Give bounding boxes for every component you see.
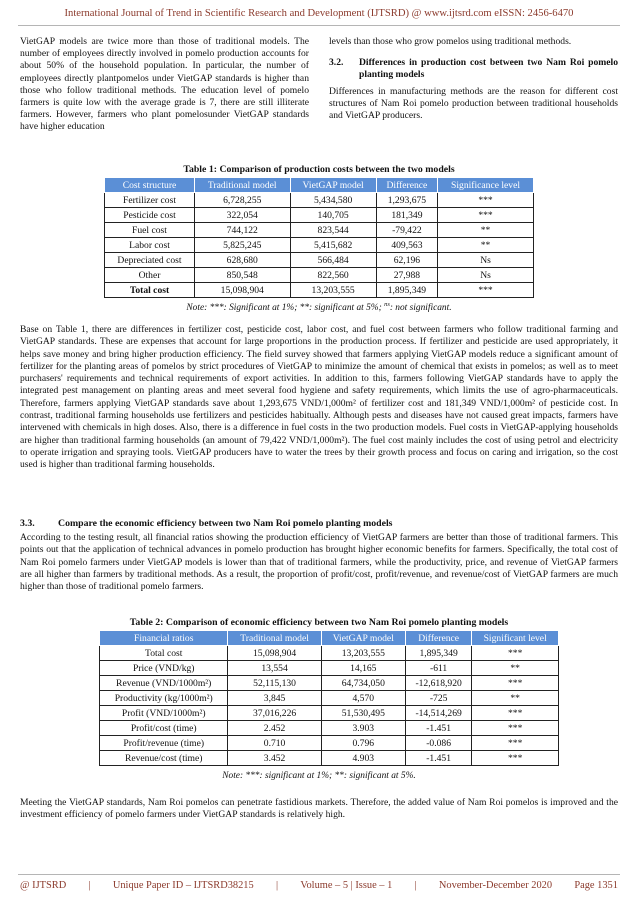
table-cell: 6,728,255 <box>195 193 291 208</box>
table-cell: 1,293,675 <box>376 193 437 208</box>
table-cell: *** <box>438 193 534 208</box>
table-cell: Other <box>105 268 195 283</box>
table-cell: 140,705 <box>290 208 376 223</box>
section-number: 3.3. <box>20 518 35 529</box>
table-row <box>105 283 534 298</box>
section-number: 3.2. <box>329 57 344 69</box>
column-header: Cost structure <box>105 178 195 193</box>
paragraph-conclusion: Meeting the VietGAP standards, Nam Roi pomelos can penetrate fastidious markets. Therefore, the added value of Nam Roi pomelos is improved and the investment efficiency of pomelo farmers under VietGAP standards is relatively high. <box>20 797 618 821</box>
table1-header-row <box>105 178 534 193</box>
table-row <box>100 736 559 751</box>
table-cell: 51,530,495 <box>321 706 405 721</box>
table-cell: 5,434,580 <box>290 193 376 208</box>
table-cell: -14,514,269 <box>405 706 471 721</box>
table-cell: Revenue (VND/1000m²) <box>100 676 228 691</box>
table-cell: 15,098,904 <box>195 283 291 298</box>
table-row <box>105 193 534 208</box>
table-cell: 13,554 <box>228 661 321 676</box>
right-paragraph-1: levels than those who grow pomelos using traditional methods. <box>329 36 572 47</box>
footer-journal: @ IJTSRD <box>20 880 67 891</box>
footer-page: Page 1351 <box>574 880 618 891</box>
running-header: International Journal of Trend in Scientific Research and Development (IJTSRD) @ www.ijtsrd.com eISSN: 2456-6470 <box>64 8 574 19</box>
table-cell: 850,548 <box>195 268 291 283</box>
table-cell: 52,115,130 <box>228 676 321 691</box>
section-title: Differences in production cost between two Nam Roi pomelo planting models <box>359 57 618 81</box>
table-cell: Profit (VND/1000m²) <box>100 706 228 721</box>
table-cell: -79,422 <box>376 223 437 238</box>
table-cell: 744,122 <box>195 223 291 238</box>
table-row <box>100 706 559 721</box>
table-cell: 181,349 <box>376 208 437 223</box>
table-cell: 1,895,349 <box>376 283 437 298</box>
table-cell: -1.451 <box>405 721 471 736</box>
footer-date: November-December 2020 <box>438 880 553 891</box>
table-row <box>105 223 534 238</box>
table-cell: *** <box>472 706 559 721</box>
table-cell: 37,016,226 <box>228 706 321 721</box>
column-header: VietGAP model <box>290 178 376 193</box>
table-cell: Profit/cost (time) <box>100 721 228 736</box>
table-cell: 0.796 <box>321 736 405 751</box>
table-cell: *** <box>472 751 559 766</box>
table1-caption: Table 1: Comparison of production costs between the two models <box>183 164 455 175</box>
table-cell: Total cost <box>105 283 195 298</box>
footer-volume: Volume – 5 | Issue – 1 <box>300 880 393 891</box>
table-cell: 3.452 <box>228 751 321 766</box>
column-header: Difference <box>376 178 437 193</box>
footer-separator: | <box>414 880 417 891</box>
table-row <box>105 253 534 268</box>
table-cell: Productivity (kg/1000m²) <box>100 691 228 706</box>
table2-note: Note: ***: significant at 1%; **: significant at 5%. <box>222 771 416 781</box>
table-cell: 64,734,050 <box>321 676 405 691</box>
left-column <box>20 36 309 134</box>
table-row <box>105 238 534 253</box>
table-row <box>100 751 559 766</box>
table-cell: 823,544 <box>290 223 376 238</box>
table-cell: *** <box>472 736 559 751</box>
footer-separator: | <box>88 880 91 891</box>
footer-paper-id: Unique Paper ID – IJTSRD38215 <box>112 880 254 891</box>
table-cell: *** <box>472 646 559 661</box>
table-cell: Ns <box>438 268 534 283</box>
section-3-2-heading <box>329 57 618 81</box>
table-cell: *** <box>472 721 559 736</box>
table-cell: -0.086 <box>405 736 471 751</box>
column-header: Traditional model <box>228 631 321 646</box>
table-cell: Depreciated cost <box>105 253 195 268</box>
table-cell: 4,570 <box>321 691 405 706</box>
table-cell: Ns <box>438 253 534 268</box>
table-cell: 322,054 <box>195 208 291 223</box>
table2-caption: Table 2: Comparison of economic efficiency between two Nam Roi pomelo planting models <box>129 617 509 628</box>
table-cell: Pesticide cost <box>105 208 195 223</box>
table-cell: 566,484 <box>290 253 376 268</box>
table-cell: Total cost <box>100 646 228 661</box>
table-row <box>105 268 534 283</box>
table-cell: ** <box>472 661 559 676</box>
table-cell: *** <box>438 283 534 298</box>
table-cell: 27,988 <box>376 268 437 283</box>
table-cell: *** <box>438 208 534 223</box>
table-cell: Labor cost <box>105 238 195 253</box>
table-cell: 409,563 <box>376 238 437 253</box>
table-cell: 3,845 <box>228 691 321 706</box>
table-cell: Price (VND/kg) <box>100 661 228 676</box>
column-header: VietGAP model <box>321 631 405 646</box>
table-cell: -12,618,920 <box>405 676 471 691</box>
running-footer <box>20 880 618 891</box>
table-cell: 822,560 <box>290 268 376 283</box>
paragraph-table1-discussion: Base on Table 1, there are differences in fertilizer cost, pesticide cost, labor cost, and fuel cost between farmers who follow traditional farming and VietGAP standards. These are expenses that account for large proportions in the production process. If fertilizer and pesticide are used appropriately, it helps save money and bring higher production efficiency. The field survey showed that farmers applying VietGAP models reduce a significant amount of fertilizer for the planting areas of pomelos by strict procedures of VietGAP to minimize the amount of chemical that exists in pomelos; as well as to meet purchasers' requirements and technical requirements of export activities. In addition to this, farmers following VietGAP standards have to apply the integrated pest management on planting areas and meet several food hygiene and safety requirements, which limits the use of agro-pharmaceuticals. Therefore, farmers applying VietGAP standards save about 1,293,675 VND/1,000m² of fertilizer cost and 181,349 VND/1,000m² of pesticide cost. In contrast, traditional farming households use fertilizers and pesticides habitually. Although pests and diseases have not caused great impacts, farmers have intervened with chemicals in high doses. Also, there is a difference in fuel costs in the two production models. Fuel costs in VietGAP-applying households are higher than traditional farming households (an amount of 79,422 VND/1,000m²). The fuel cost mainly includes the cost of using petrol and electricity to operate irrigation and spraying tools. VietGAP producers have to water the trees by their growth process and focus on caring and irrigation, so the cost used is higher than traditional farming households. <box>20 324 618 471</box>
column-header: Financial ratios <box>100 631 228 646</box>
table1 <box>104 177 534 298</box>
table2 <box>99 630 559 766</box>
table-cell: 4.903 <box>321 751 405 766</box>
table-row <box>100 676 559 691</box>
table2-header-row <box>100 631 559 646</box>
column-header: Traditional model <box>195 178 291 193</box>
table-cell: 62,196 <box>376 253 437 268</box>
section-title: Compare the economic efficiency between two Nam Roi pomelo planting models <box>58 518 393 529</box>
paragraph-efficiency: According to the testing result, all financial ratios showing the production efficiency of VietGAP farmers are better than those of traditional farmers. This points out that the application of technical advances in pomelo production has brought higher economic benefits for farmers. Specifically, the total cost of Nam Roi pomelo farmers under VietGAP models is lower than that of traditional farmers, while the productivity, price, and revenue of VietGAP farmers are all higher than farmers by traditional methods. As a result, the proportion of profit/cost, profit/revenue, and revenue/cost of VietGAP farmers are much higher than those of traditional pomelo farmers. <box>20 532 618 593</box>
footer-separator: | <box>275 880 279 891</box>
table-cell: 13,203,555 <box>290 283 376 298</box>
table-cell: Profit/revenue (time) <box>100 736 228 751</box>
left-paragraph: VietGAP models are twice more than those of traditional models. The number of employees directly involved in pomelo production accounts for about 50% of the household population. In particular, the number of employees directly plantpomelos under VietGAP standards is higher than those who follow traditional methods. The education level of pomelo farmers is quite low with the average grade is 7, there are still illiterate farmers. However, farmers who plant pomelosunder VietGAP standards have higher education <box>20 36 309 133</box>
table-cell: 1,895,349 <box>405 646 471 661</box>
table-cell: -725 <box>405 691 471 706</box>
table-cell: 628,680 <box>195 253 291 268</box>
section-3-3-heading <box>20 518 618 529</box>
table-row <box>100 661 559 676</box>
table-cell: 5,415,682 <box>290 238 376 253</box>
table-row <box>100 691 559 706</box>
table-row <box>105 208 534 223</box>
table-row <box>100 646 559 661</box>
table-cell: Revenue/cost (time) <box>100 751 228 766</box>
right-column <box>329 36 618 122</box>
table-cell: 13,203,555 <box>321 646 405 661</box>
table-cell: Fertilizer cost <box>105 193 195 208</box>
table-cell: ** <box>438 223 534 238</box>
table-cell: *** <box>472 676 559 691</box>
table1-note: Note: ***: Significant at 1%; **: significant at 5%; $^{ns}$: not significant. <box>186 300 452 313</box>
footer-rule <box>18 874 620 875</box>
table-cell: ** <box>438 238 534 253</box>
table-cell: 3.903 <box>321 721 405 736</box>
table-cell: 14,165 <box>321 661 405 676</box>
table-cell: 5,825,245 <box>195 238 291 253</box>
table-cell: -611 <box>405 661 471 676</box>
header-rule <box>18 25 620 26</box>
column-header: Significant level <box>472 631 559 646</box>
right-paragraph-2: Differences in manufacturing methods are the reason for different cost structures of Nam Roi pomelo production between traditional households and VietGAP producers. <box>329 85 618 122</box>
table-cell: Fuel cost <box>105 223 195 238</box>
table-cell: 15,098,904 <box>228 646 321 661</box>
column-header: Difference <box>405 631 471 646</box>
table-cell: 2.452 <box>228 721 321 736</box>
table-cell: 0.710 <box>228 736 321 751</box>
table-cell: ** <box>472 691 559 706</box>
column-header: Significance level <box>438 178 534 193</box>
table-cell: -1.451 <box>405 751 471 766</box>
table-row <box>100 721 559 736</box>
